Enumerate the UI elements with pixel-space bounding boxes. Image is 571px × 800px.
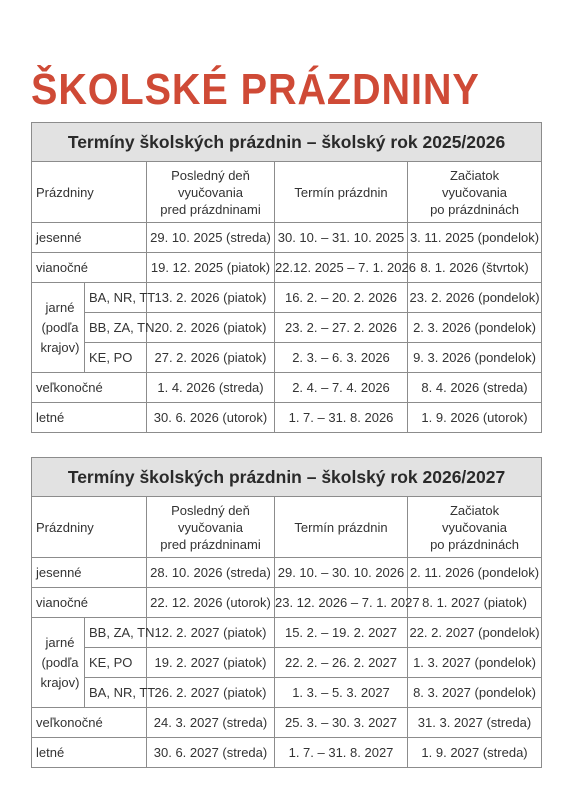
- header-line: krajov): [40, 674, 80, 690]
- term-cell: 15. 2. – 19. 2. 2027: [275, 618, 408, 648]
- holiday-name: vianočné: [32, 588, 147, 618]
- table-row: [32, 253, 542, 283]
- holiday-name: jesenné: [32, 558, 147, 588]
- header-term: Termín prázdnin: [275, 162, 408, 223]
- last-day-cell: 20. 2. 2026 (piatok): [147, 313, 275, 343]
- regions-cell: BB, ZA, TN: [85, 618, 147, 648]
- term-cell: 23. 2. – 27. 2. 2026: [275, 313, 408, 343]
- last-day-cell: 19. 12. 2025 (piatok): [147, 253, 275, 283]
- header-term: Termín prázdnin: [275, 497, 408, 558]
- page-title: ŠKOLSKÉ PRÁZDNINY: [31, 65, 480, 114]
- last-day-cell: 24. 3. 2027 (streda): [147, 708, 275, 738]
- table-row: [32, 588, 542, 618]
- start-cell: 1. 9. 2027 (streda): [408, 738, 542, 768]
- last-day-cell: 29. 10. 2025 (streda): [147, 223, 275, 253]
- term-cell: 1. 3. – 5. 3. 2027: [275, 678, 408, 708]
- header-line: Posledný deň: [171, 167, 250, 183]
- holidays-table-2026-2027: [31, 457, 541, 768]
- table-caption: Termíny školských prázdnin – školský rok 2026/2027: [32, 458, 542, 497]
- header-line: krajov): [40, 339, 80, 355]
- start-cell: 8. 1. 2027 (piatok): [408, 588, 542, 618]
- last-day-cell: 30. 6. 2027 (streda): [147, 738, 275, 768]
- table-row: [32, 223, 542, 253]
- header-line: Začiatok: [449, 502, 500, 518]
- header-line: jarné: [45, 634, 75, 650]
- header-line: jarné: [45, 299, 75, 315]
- header-line: (podľa: [41, 319, 79, 335]
- table-caption: Termíny školských prázdnin – školský rok 2025/2026: [32, 123, 542, 162]
- table-row: [32, 738, 542, 768]
- term-cell: 23. 12. 2026 – 7. 1. 2027: [275, 588, 408, 618]
- start-cell: 22. 2. 2027 (pondelok): [408, 618, 542, 648]
- term-cell: 25. 3. – 30. 3. 2027: [275, 708, 408, 738]
- header-line: po prázdninách: [430, 536, 519, 552]
- start-cell: 31. 3. 2027 (streda): [408, 708, 542, 738]
- start-cell: 9. 3. 2026 (pondelok): [408, 343, 542, 373]
- table-row: [32, 403, 542, 433]
- term-cell: 22.12. 2025 – 7. 1. 2026: [275, 253, 408, 283]
- table-row: [32, 648, 542, 678]
- term-cell: 30. 10. – 31. 10. 2025: [275, 223, 408, 253]
- regions-cell: KE, PO: [85, 343, 147, 373]
- holiday-name: veľkonočné: [32, 373, 147, 403]
- holiday-name: jesenné: [32, 223, 147, 253]
- holidays-table: [31, 122, 542, 433]
- table-row: [32, 558, 542, 588]
- last-day-cell: 28. 10. 2026 (streda): [147, 558, 275, 588]
- spring-group-label: [32, 618, 85, 708]
- start-cell: 8. 1. 2026 (štvrtok): [408, 253, 542, 283]
- header-start: [408, 497, 542, 558]
- holidays-table-2025-2026: [31, 122, 541, 433]
- start-cell: 1. 9. 2026 (utorok): [408, 403, 542, 433]
- term-cell: 2. 3. – 6. 3. 2026: [275, 343, 408, 373]
- header-holidays: Prázdniny: [32, 162, 147, 223]
- header-start: [408, 162, 542, 223]
- table-row: [32, 283, 542, 313]
- regions-cell: BA, NR, TT: [85, 678, 147, 708]
- table-row: [32, 618, 542, 648]
- last-day-cell: 27. 2. 2026 (piatok): [147, 343, 275, 373]
- last-day-cell: 30. 6. 2026 (utorok): [147, 403, 275, 433]
- start-cell: 8. 3. 2027 (pondelok): [408, 678, 542, 708]
- last-day-cell: 1. 4. 2026 (streda): [147, 373, 275, 403]
- holiday-name: letné: [32, 738, 147, 768]
- header-line: Začiatok: [449, 167, 500, 183]
- start-cell: 2. 3. 2026 (pondelok): [408, 313, 542, 343]
- last-day-cell: 13. 2. 2026 (piatok): [147, 283, 275, 313]
- last-day-cell: 12. 2. 2027 (piatok): [147, 618, 275, 648]
- table-row: [32, 313, 542, 343]
- term-cell: 29. 10. – 30. 10. 2026: [275, 558, 408, 588]
- term-cell: 2. 4. – 7. 4. 2026: [275, 373, 408, 403]
- start-cell: 2. 11. 2026 (pondelok): [408, 558, 542, 588]
- header-line: Posledný deň: [171, 502, 250, 518]
- start-cell: 3. 11. 2025 (pondelok): [408, 223, 542, 253]
- last-day-cell: 26. 2. 2027 (piatok): [147, 678, 275, 708]
- spring-group-label: [32, 283, 85, 373]
- holiday-name: veľkonočné: [32, 708, 147, 738]
- header-line: vyučovania: [177, 519, 244, 535]
- header-last-day: [147, 162, 275, 223]
- header-line: po prázdninách: [430, 201, 519, 217]
- term-cell: 16. 2. – 20. 2. 2026: [275, 283, 408, 313]
- term-cell: 1. 7. – 31. 8. 2026: [275, 403, 408, 433]
- header-line: vyučovania: [177, 184, 244, 200]
- last-day-cell: 19. 2. 2027 (piatok): [147, 648, 275, 678]
- regions-cell: BB, ZA, TN: [85, 313, 147, 343]
- table-row: [32, 708, 542, 738]
- header-holidays: Prázdniny: [32, 497, 147, 558]
- start-cell: 8. 4. 2026 (streda): [408, 373, 542, 403]
- table-row: [32, 343, 542, 373]
- holidays-table: [31, 457, 542, 768]
- header-line: vyučovania: [442, 184, 508, 200]
- header-line: vyučovania: [442, 519, 508, 535]
- term-cell: 22. 2. – 26. 2. 2027: [275, 648, 408, 678]
- regions-cell: KE, PO: [85, 648, 147, 678]
- table-row: [32, 373, 542, 403]
- term-cell: 1. 7. – 31. 8. 2027: [275, 738, 408, 768]
- start-cell: 1. 3. 2027 (pondelok): [408, 648, 542, 678]
- header-line: (podľa: [41, 654, 79, 670]
- holiday-name: letné: [32, 403, 147, 433]
- header-last-day: [147, 497, 275, 558]
- holiday-name: vianočné: [32, 253, 147, 283]
- start-cell: 23. 2. 2026 (pondelok): [408, 283, 542, 313]
- header-line: pred prázdninami: [160, 536, 261, 552]
- last-day-cell: 22. 12. 2026 (utorok): [147, 588, 275, 618]
- header-line: pred prázdninami: [160, 201, 261, 217]
- regions-cell: BA, NR, TT: [85, 283, 147, 313]
- table-row: [32, 678, 542, 708]
